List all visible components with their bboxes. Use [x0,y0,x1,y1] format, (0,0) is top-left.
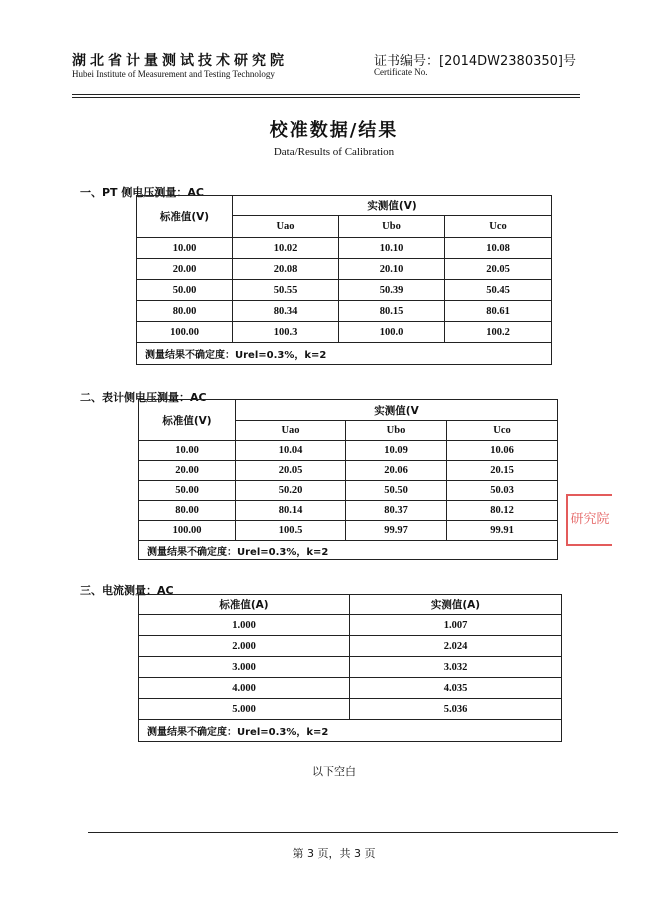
table-row [139,521,558,541]
table-row [137,301,552,322]
cell: 2.000 [139,636,350,657]
std-header: 标准值(V) [137,196,233,238]
cell: 1.007 [350,615,562,636]
cell: 20.00 [137,259,233,280]
uncertainty-note: 测量结果不确定度：Urel=0.3%，k=2 [137,343,552,365]
table-row [139,636,562,657]
page-title: 校准数据/结果 [269,120,399,141]
cell: 10.00 [137,238,233,259]
table-row [137,280,552,301]
cell: 50.55 [233,280,339,301]
cell: 10.08 [445,238,552,259]
cell: 4.035 [350,678,562,699]
certificate-number: 证书编号：[2014DW2380350]号 [374,54,576,69]
table-row [139,461,558,481]
cell: 20.15 [447,461,558,481]
cell: 99.91 [447,521,558,541]
col-header: Uco [445,216,552,238]
header-rule [72,94,580,95]
table-row [139,615,562,636]
cell: 10.10 [339,238,445,259]
institute-name-en: Hubei Institute of Measurement and Testing Technology [72,69,275,79]
section2-heading: 二、表计侧电压测量：AC [80,391,207,404]
cell: 80.12 [447,501,558,521]
col-header: Ubo [339,216,445,238]
cell: 10.04 [236,441,346,461]
cell: 80.34 [233,301,339,322]
cell: 3.032 [350,657,562,678]
table-row [137,322,552,343]
cell: 5.000 [139,699,350,720]
cell: 4.000 [139,678,350,699]
table-row [139,441,558,461]
section1-table [136,195,552,365]
cell: 2.024 [350,636,562,657]
cell: 100.5 [236,521,346,541]
section3-heading: 三、电流测量：AC [80,584,174,597]
cell: 50.45 [445,280,552,301]
std-header: 标准值(V) [139,400,236,441]
cell: 10.06 [447,441,558,461]
cell: 20.10 [339,259,445,280]
cell: 80.00 [137,301,233,322]
cell: 20.05 [445,259,552,280]
col-header: Uao [236,421,346,441]
cell: 10.02 [233,238,339,259]
meas-header: 实测值(V) [233,196,552,216]
cell: 10.00 [139,441,236,461]
cell: 100.00 [137,322,233,343]
col-header: Uco [447,421,558,441]
blank-below-note: 以下空白 [312,765,356,778]
cell: 50.03 [447,481,558,501]
table-row [139,678,562,699]
cell: 20.06 [346,461,447,481]
cell: 50.39 [339,280,445,301]
meas-header: 实测值(V [236,400,558,421]
cell: 20.05 [236,461,346,481]
header-rule-thin [72,97,580,98]
cell: 3.000 [139,657,350,678]
cell: 50.20 [236,481,346,501]
cell: 80.61 [445,301,552,322]
table-row [139,481,558,501]
cell: 80.00 [139,501,236,521]
cell: 50.00 [139,481,236,501]
cell: 80.15 [339,301,445,322]
table-row [137,238,552,259]
table-row [139,657,562,678]
cell: 5.036 [350,699,562,720]
cell: 100.0 [339,322,445,343]
cell: 100.00 [139,521,236,541]
cell: 80.14 [236,501,346,521]
cell: 80.37 [346,501,447,521]
col-header: Ubo [346,421,447,441]
cell: 99.97 [346,521,447,541]
certificate-label-en: Certificate No. [374,67,428,77]
table-row [139,501,558,521]
meas-header: 实测值(A) [350,595,562,615]
cell: 20.08 [233,259,339,280]
cell: 50.50 [346,481,447,501]
cell: 10.09 [346,441,447,461]
red-seal-stamp: 研究院 [566,494,612,546]
section3-table [138,594,562,742]
cell: 50.00 [137,280,233,301]
footer-rule [88,832,618,833]
page-number: 第 3 页，共 3 页 [292,847,376,860]
table-row [137,259,552,280]
page-subtitle: Data/Results of Calibration [273,146,395,158]
std-header: 标准值(A) [139,595,350,615]
cell: 100.3 [233,322,339,343]
uncertainty-note: 测量结果不确定度：Urel=0.3%，k=2 [139,541,558,560]
cell: 1.000 [139,615,350,636]
institute-name-cn: 湖北省计量测试技术研究院 [72,53,288,69]
table-row [139,699,562,720]
section1-heading: 一、PT 侧电压测量：AC [80,186,204,199]
col-header: Uao [233,216,339,238]
uncertainty-note: 测量结果不确定度：Urel=0.3%，k=2 [139,720,562,742]
cell: 20.00 [139,461,236,481]
section2-table [138,399,558,560]
cell: 100.2 [445,322,552,343]
